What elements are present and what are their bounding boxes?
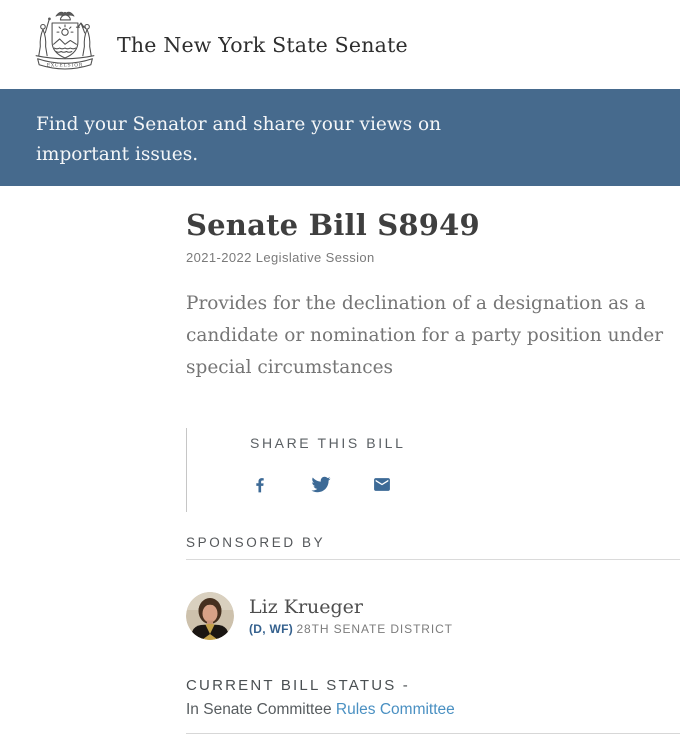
bill-status-label: CURRENT BILL STATUS - [186, 677, 411, 694]
svg-text:EXCELSIOR: EXCELSIOR [46, 63, 84, 69]
sponsor-district: 28TH SENATE DISTRICT [296, 622, 453, 636]
facebook-share-button[interactable] [250, 475, 270, 494]
banner-text-line2: important issues. [36, 144, 199, 165]
sponsored-by-label: SPONSORED BY [186, 535, 680, 560]
sponsor-photo [186, 592, 234, 640]
bill-description: Provides for the declination of a designation as a candidate or nomination for a party position under special circumstances [186, 293, 664, 378]
legislative-session: 2021-2022 Legislative Session [186, 250, 375, 265]
bill-status-text: In Senate Committee [186, 701, 332, 718]
facebook-icon [250, 475, 270, 494]
find-senator-banner [0, 89, 680, 186]
bill-title: Senate Bill S8949 [186, 208, 480, 242]
twitter-share-button[interactable] [311, 475, 331, 494]
nys-seal-logo[interactable] [27, 7, 103, 82]
email-icon [372, 475, 392, 494]
site-header [0, 0, 680, 89]
sponsor-info [249, 596, 453, 636]
bill-content [186, 207, 680, 734]
sponsor-avatar[interactable] [186, 592, 234, 640]
sponsor-name-link[interactable]: Liz Krueger [249, 596, 363, 618]
rules-committee-link[interactable]: Rules Committee [335, 701, 455, 718]
banner-text-line1: Find your Senator and share your views on [36, 114, 442, 135]
bill-status-section [186, 677, 680, 734]
share-icons-row [250, 475, 680, 494]
sponsor-card [186, 592, 680, 640]
share-section [186, 428, 680, 512]
bill-status-line [186, 701, 680, 719]
sponsor-party: (D, WF) [249, 622, 294, 636]
sponsor-meta [249, 622, 453, 636]
email-share-button[interactable] [372, 475, 392, 494]
twitter-icon [311, 475, 331, 494]
nys-coat-of-arms-icon [27, 7, 103, 77]
site-title[interactable]: The New York State Senate [117, 32, 408, 57]
share-label: SHARE THIS BILL [250, 435, 406, 451]
